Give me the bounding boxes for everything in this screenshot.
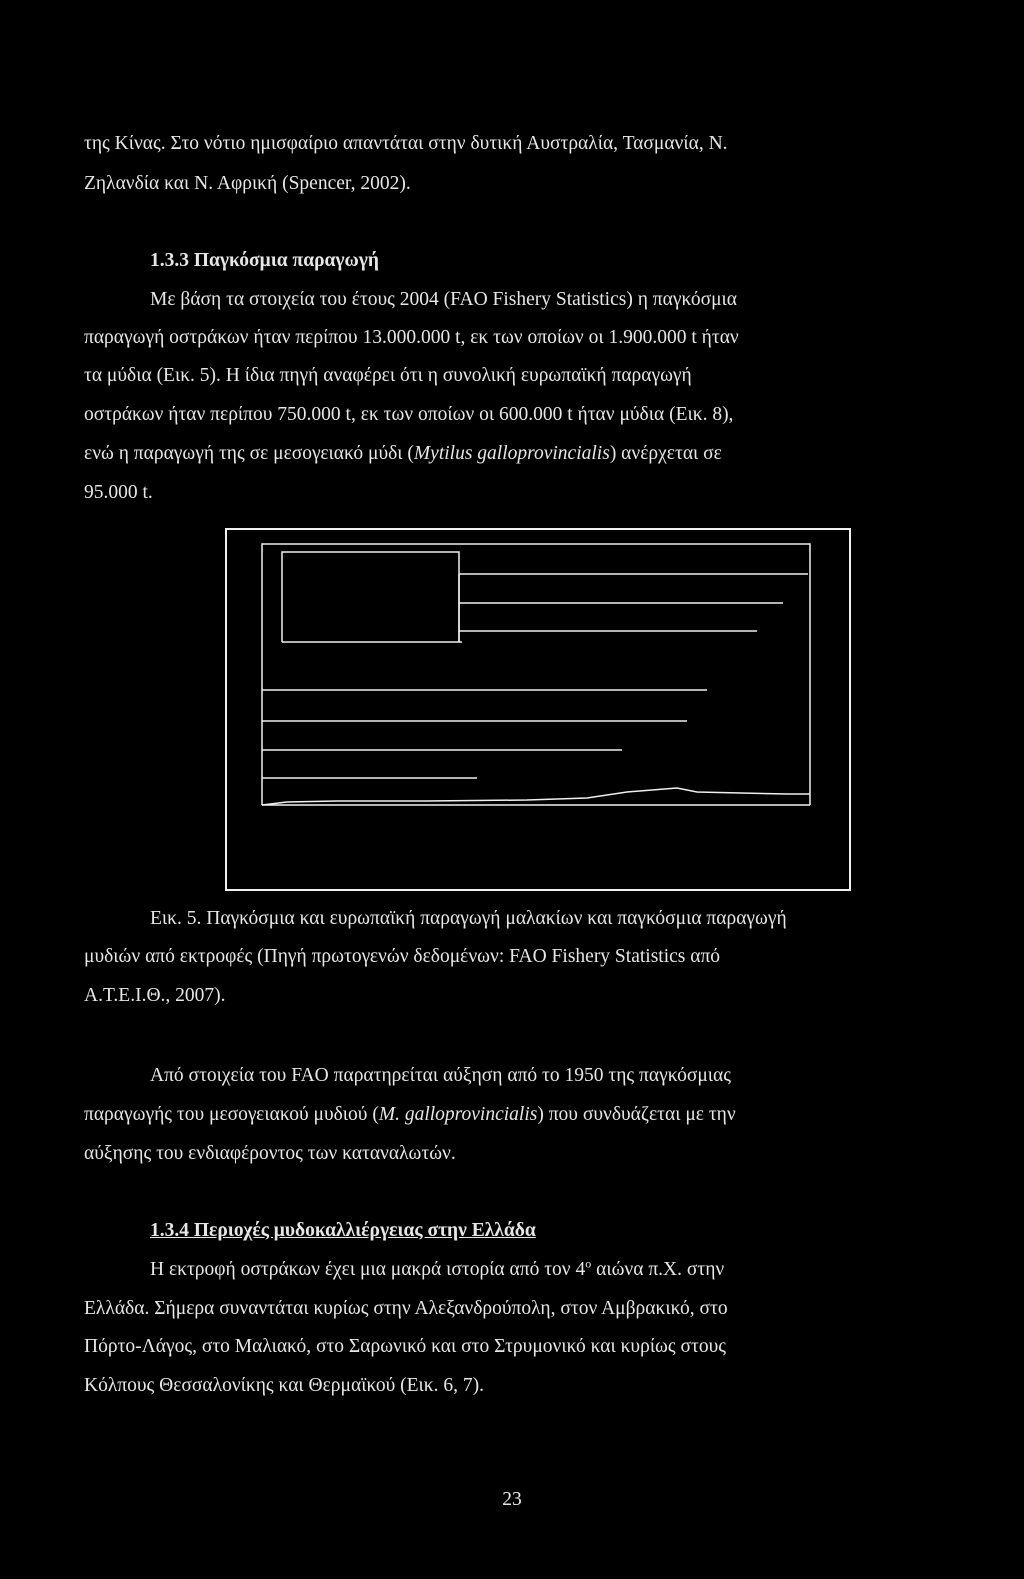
- page-number: 23: [502, 1489, 522, 1510]
- chart-series: [262, 788, 810, 805]
- text-segment: ) που συνδυάζεται με την: [537, 1104, 736, 1125]
- text-line: οστράκων ήταν περίπου 750.000 t, εκ των οποίων οι 600.000 t ήταν μύδια (Εικ. 8),: [84, 404, 734, 425]
- caption-text: Α.Τ.Ε.Ι.Θ., 2007).: [84, 985, 226, 1006]
- paragraph-line: [150, 288, 872, 312]
- paragraph-line: [84, 1374, 484, 1398]
- text-segment: ) ανέρχεται σε: [609, 443, 722, 464]
- paragraph-line: [84, 364, 872, 388]
- caption-text: Εικ. 5. Παγκόσμια και ευρωπαϊκή παραγωγή μαλακίων και παγκόσμια παραγωγή: [150, 908, 787, 929]
- figure-caption-line: [84, 945, 860, 969]
- plot-frame: [262, 544, 810, 805]
- caption-text: μυδιών από εκτροφές (Πηγή πρωτογενών δεδομένων: FAO Fishery Statistics από: [84, 946, 721, 967]
- paragraph-line: [84, 1142, 456, 1166]
- paragraph-line: [84, 403, 872, 427]
- text-line: τα μύδια (Εικ. 5). Η ίδια πηγή αναφέρει ότι η συνολική ευρωπαϊκή παραγωγή: [84, 365, 692, 386]
- text-line: της Κίνας. Στο νότιο ημισφαίριο απαντάται στην δυτική Αυστραλία, Τασμανία, Ν.: [84, 133, 728, 154]
- paragraph-line: [150, 1064, 872, 1088]
- superscript: ο: [585, 1256, 592, 1271]
- text-line: Πόρτο-Λάγος, στο Μαλιακό, στο Σαρωνικό και στο Στρυμονικό και κυρίως στους: [84, 1336, 726, 1357]
- text-line: Ελλάδα. Σήμερα συναντάται κυρίως στην Αλεξανδρούπολη, στον Αμβρακικό, στο: [84, 1298, 728, 1319]
- legend-box: [282, 552, 459, 642]
- figure-caption-line: [150, 907, 872, 931]
- text-segment: παραγωγής του μεσογειακού μυδιού (: [84, 1104, 379, 1125]
- text-line: Από στοιχεία του FAO παρατηρείται αύξηση από το 1950 της παγκόσμιας: [150, 1065, 731, 1086]
- paragraph-line: [84, 481, 153, 505]
- paragraph-line: [84, 132, 872, 156]
- text-line: αύξησης του ενδιαφέροντος των καταναλωτών.: [84, 1143, 456, 1164]
- section-heading-1-3-3: 1.3.3 Παγκόσμια παραγωγή: [150, 250, 379, 271]
- paragraph-line: [84, 1297, 872, 1321]
- species-name: M. galloprovincialis: [378, 1104, 538, 1125]
- text-line: Ζηλανδία και Ν. Αφρική (Spencer, 2002).: [84, 173, 411, 194]
- text-line: Κόλπους Θεσσαλονίκης και Θερμαϊκού (Εικ. 6, 7).: [84, 1375, 484, 1396]
- figure-5-graphic: [227, 530, 849, 889]
- text-line: παραγωγή οστράκων ήταν περίπου 13.000.000 t, εκ των οποίων οι 1.900.000 t ήταν: [84, 327, 739, 348]
- paragraph-line: [84, 442, 722, 466]
- text-segment: ενώ η παραγωγή της σε μεσογειακό μύδι (: [84, 443, 414, 464]
- text-segment: Η εκτροφή οστράκων έχει μια μακρά ιστορία από τον 4: [150, 1259, 586, 1280]
- text-line: Με βάση τα στοιχεία του έτους 2004 (FAO Fishery Statistics) η παγκόσμια: [150, 289, 738, 310]
- figure-caption-line: [84, 984, 226, 1008]
- section-heading-1-3-4: 1.3.4 Περιοχές μυδοκαλλιέργειας στην Ελλάδα: [150, 1220, 536, 1241]
- species-name: Mytilus galloprovincialis: [413, 443, 610, 464]
- paragraph-line: [84, 1335, 872, 1359]
- paragraph-line: [84, 172, 411, 196]
- text-line: 95.000 t.: [84, 482, 153, 503]
- figure-5-image: [225, 528, 851, 891]
- paragraph-line: [84, 1103, 736, 1127]
- paragraph-line: [150, 1258, 724, 1282]
- text-segment: αιώνα π.Χ. στην: [591, 1259, 725, 1280]
- paragraph-line: [84, 326, 872, 350]
